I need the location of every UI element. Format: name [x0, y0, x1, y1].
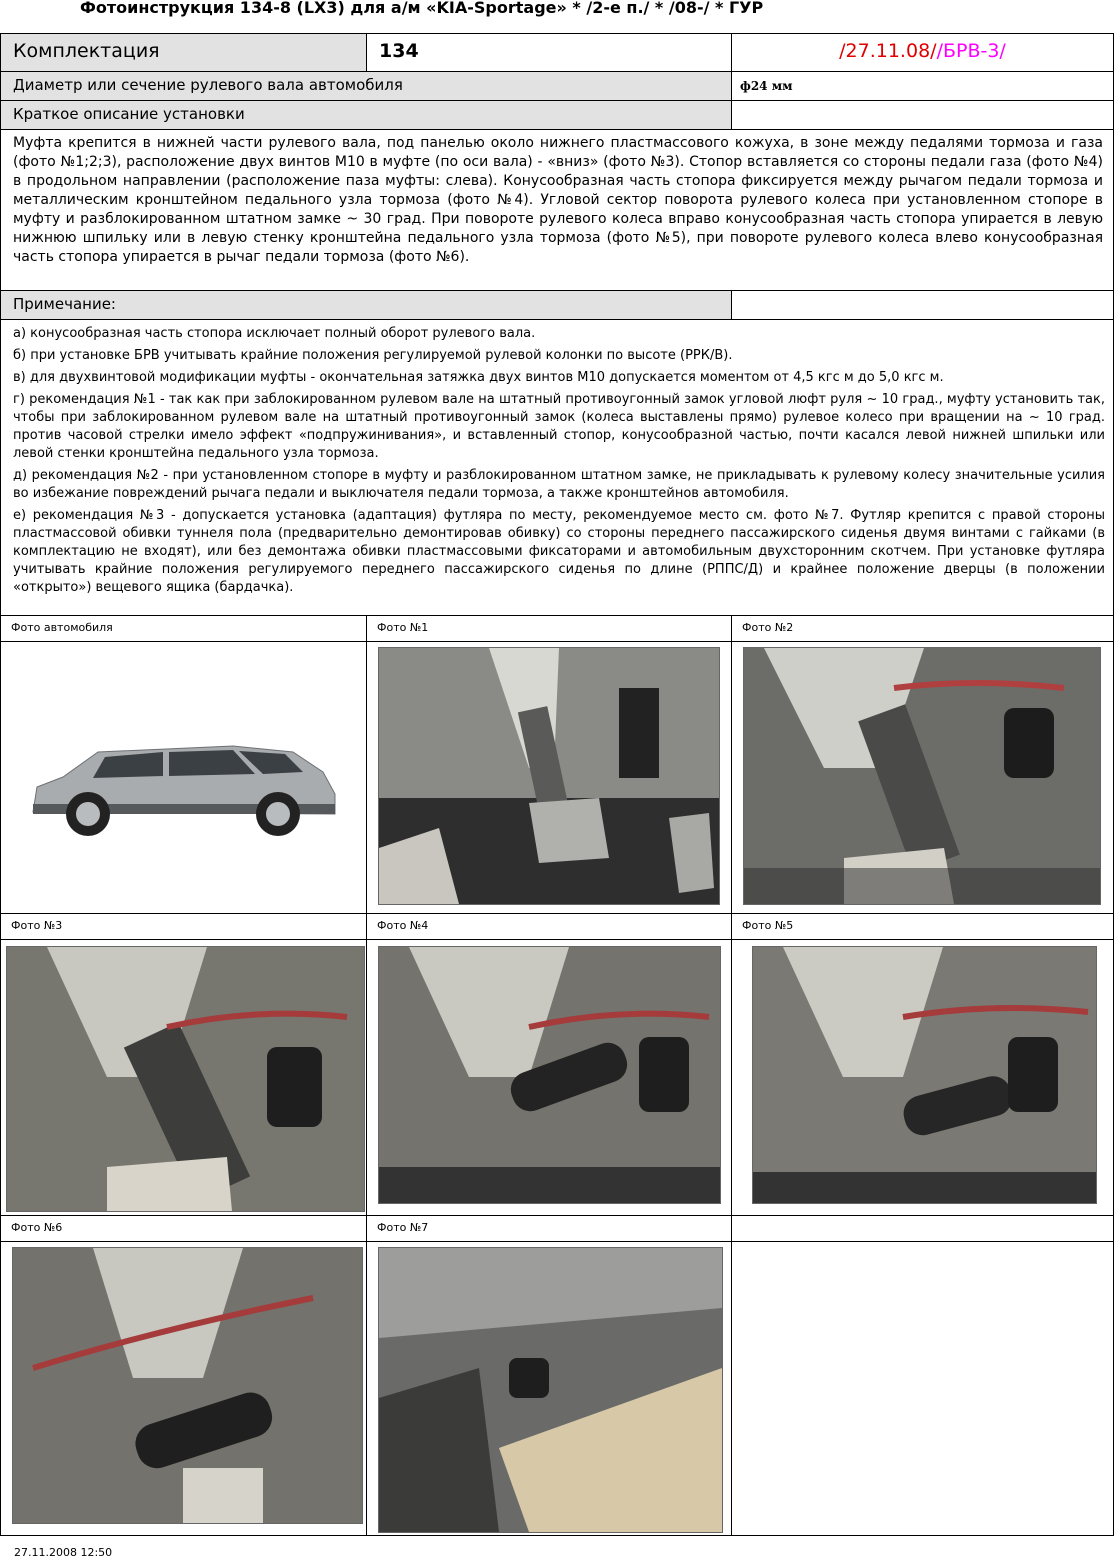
suv-image: [23, 732, 343, 842]
footer-timestamp: 27.11.2008 12:50: [14, 1546, 113, 1559]
pedals-photo-4: [379, 947, 720, 1203]
short-description-text: Муфта крепится в нижней части рулевого вала, под панелью около нижнего пластмассового кожуха, в зоне между педалями тормоза и газа (фото №1;2;3), расположение двух винтов М10 в муфте (по оси вала) - «вниз» (фото №3). Стопор вставляется со стороны педали газа (фото №4) в продольном направлении (расположение паза муфты: слева). Конусообразная часть стопора фиксируется между рычагом педали тормоза и металлическим кронштейном педального узла тормоза (фото №4). Угловой сектор поворота рулевого колеса при установленном стопоре в муфту и разблокированном штатном замке ~ 30 град. При повороте рулевого колеса вправо конусообразная часть стопора упирается в левую нижнюю шпильку или в левую стенку кронштейна педального узла тормоза (фото №5), при повороте рулевого колеса влево конусообразная часть стопора упирается в рычаг педали тормоза (фото №6).: [1, 130, 1114, 291]
photo-1: [378, 647, 720, 905]
configuration-label: Комплектация: [1, 34, 367, 72]
photo-cell-3: [1, 940, 367, 1216]
date-text: /27.11.08/: [839, 40, 937, 62]
photo-cell-6: [1, 1242, 367, 1536]
glovebox-photo-7: [379, 1248, 722, 1532]
brv-code: /БРВ-3/: [936, 40, 1006, 62]
photo-label-7: Фото №7: [367, 1216, 732, 1242]
configuration-date: [732, 34, 1114, 72]
note-item: е) рекомендация №3 - допускается установка (адаптация) футляра по месту, рекомендуемое место см. фото №7. Футляр крепится с правой стороны пластмассовой обивки туннеля пола (предварительно демонтировав обивку) со стороны переднего пассажирского сиденья двумя винтами с гайками (в комплектацию не входят), или без демонтажа обивки пластмассовыми фиксаторами и автомобильным двухсторонним скотчем. При установке футляра учитывать крайние положения регулируемого переднего пассажирского сиденья по длине (РППС/Д) и крайнее положение дверцы (в положении «открыто») вещевого ящика (бардачка).: [13, 508, 1105, 595]
pedals-photo-6: [13, 1248, 362, 1523]
photo-cell-5: [732, 940, 1114, 1216]
photo-cell-car: [1, 642, 367, 914]
diameter-label: Диаметр или сечение рулевого вала автомобиля: [1, 72, 732, 101]
note-item: г) рекомендация №1 - так как при заблокированном рулевом вале на штатный противоугонный замок угловой люфт руля ~ 10 град., муфту установить так, чтобы при заблокированном рулевом вале на штатный противоугонный замок (колеса выставлены прямо) рулевое колесо при вращении на ~ 10 град. против часовой стрелки имело эффект «подпружинивания», и вставленный стопор, конусообразной частью, почти касался левой нижней шпильки или левой стенки кронштейна педального узла тормоза.: [13, 392, 1105, 461]
photo-cell-4: [367, 940, 732, 1216]
photo-label-1: Фото №1: [367, 616, 732, 642]
empty-cell: [732, 101, 1114, 130]
short-description-label: Краткое описание установки: [1, 101, 732, 130]
photo-cell-2: [732, 642, 1114, 914]
pedals-photo-1: [379, 648, 719, 904]
pedals-photo-5: [753, 947, 1096, 1203]
note-item: б) при установке БРВ учитывать крайние положения регулируемой рулевой колонки по высоте (РРК/В).: [13, 348, 733, 363]
photo-3: [6, 946, 365, 1212]
note-item: а) конусообразная часть стопора исключает полный оборот рулевого вала.: [13, 326, 536, 341]
empty-label-cell: [732, 1216, 1114, 1242]
instruction-table: [0, 33, 1114, 1536]
photo-label-5: Фото №5: [732, 914, 1114, 940]
photo-label-car: Фото автомобиля: [1, 616, 367, 642]
photo-cell-7: [367, 1242, 732, 1536]
photo-6: [12, 1247, 363, 1524]
photo-cell-1: [367, 642, 732, 914]
diameter-value: ф24 мм: [732, 72, 1114, 101]
photo-label-4: Фото №4: [367, 914, 732, 940]
pedals-photo-3: [7, 947, 364, 1211]
notes-list: [1, 320, 1114, 616]
photo-label-6: Фото №6: [1, 1216, 367, 1242]
note-item: д) рекомендация №2 - при установленном стопоре в муфту и разблокированном штатном замке, не прикладывать к рулевому колесу значительные усилия во избежание повреждений рычага педали и выключателя педали тормоза, а также кронштейнов автомобиля.: [13, 468, 1105, 501]
note-item: в) для двухвинтовой модификации муфты - окончательная затяжка двух винтов М10 допускается моментом от 4,5 кгс м до 5,0 кгс м.: [13, 370, 944, 385]
car-photo: [23, 732, 343, 842]
photo-4: [378, 946, 721, 1204]
photo-2: [743, 647, 1101, 905]
page-title: Фотоинструкция 134-8 (LX3) для а/м «KIA-Sportage» * /2-е п./ * /08-/ * ГУР: [80, 0, 764, 17]
photo-5: [752, 946, 1097, 1204]
pedals-photo-2: [744, 648, 1100, 904]
photo-label-3: Фото №3: [1, 914, 367, 940]
empty-cell: [732, 291, 1114, 320]
photo-label-2: Фото №2: [732, 616, 1114, 642]
empty-photo-cell: [732, 1242, 1114, 1536]
configuration-number: 134: [367, 34, 732, 72]
photo-7: [378, 1247, 723, 1533]
notes-label: Примечание:: [1, 291, 732, 320]
